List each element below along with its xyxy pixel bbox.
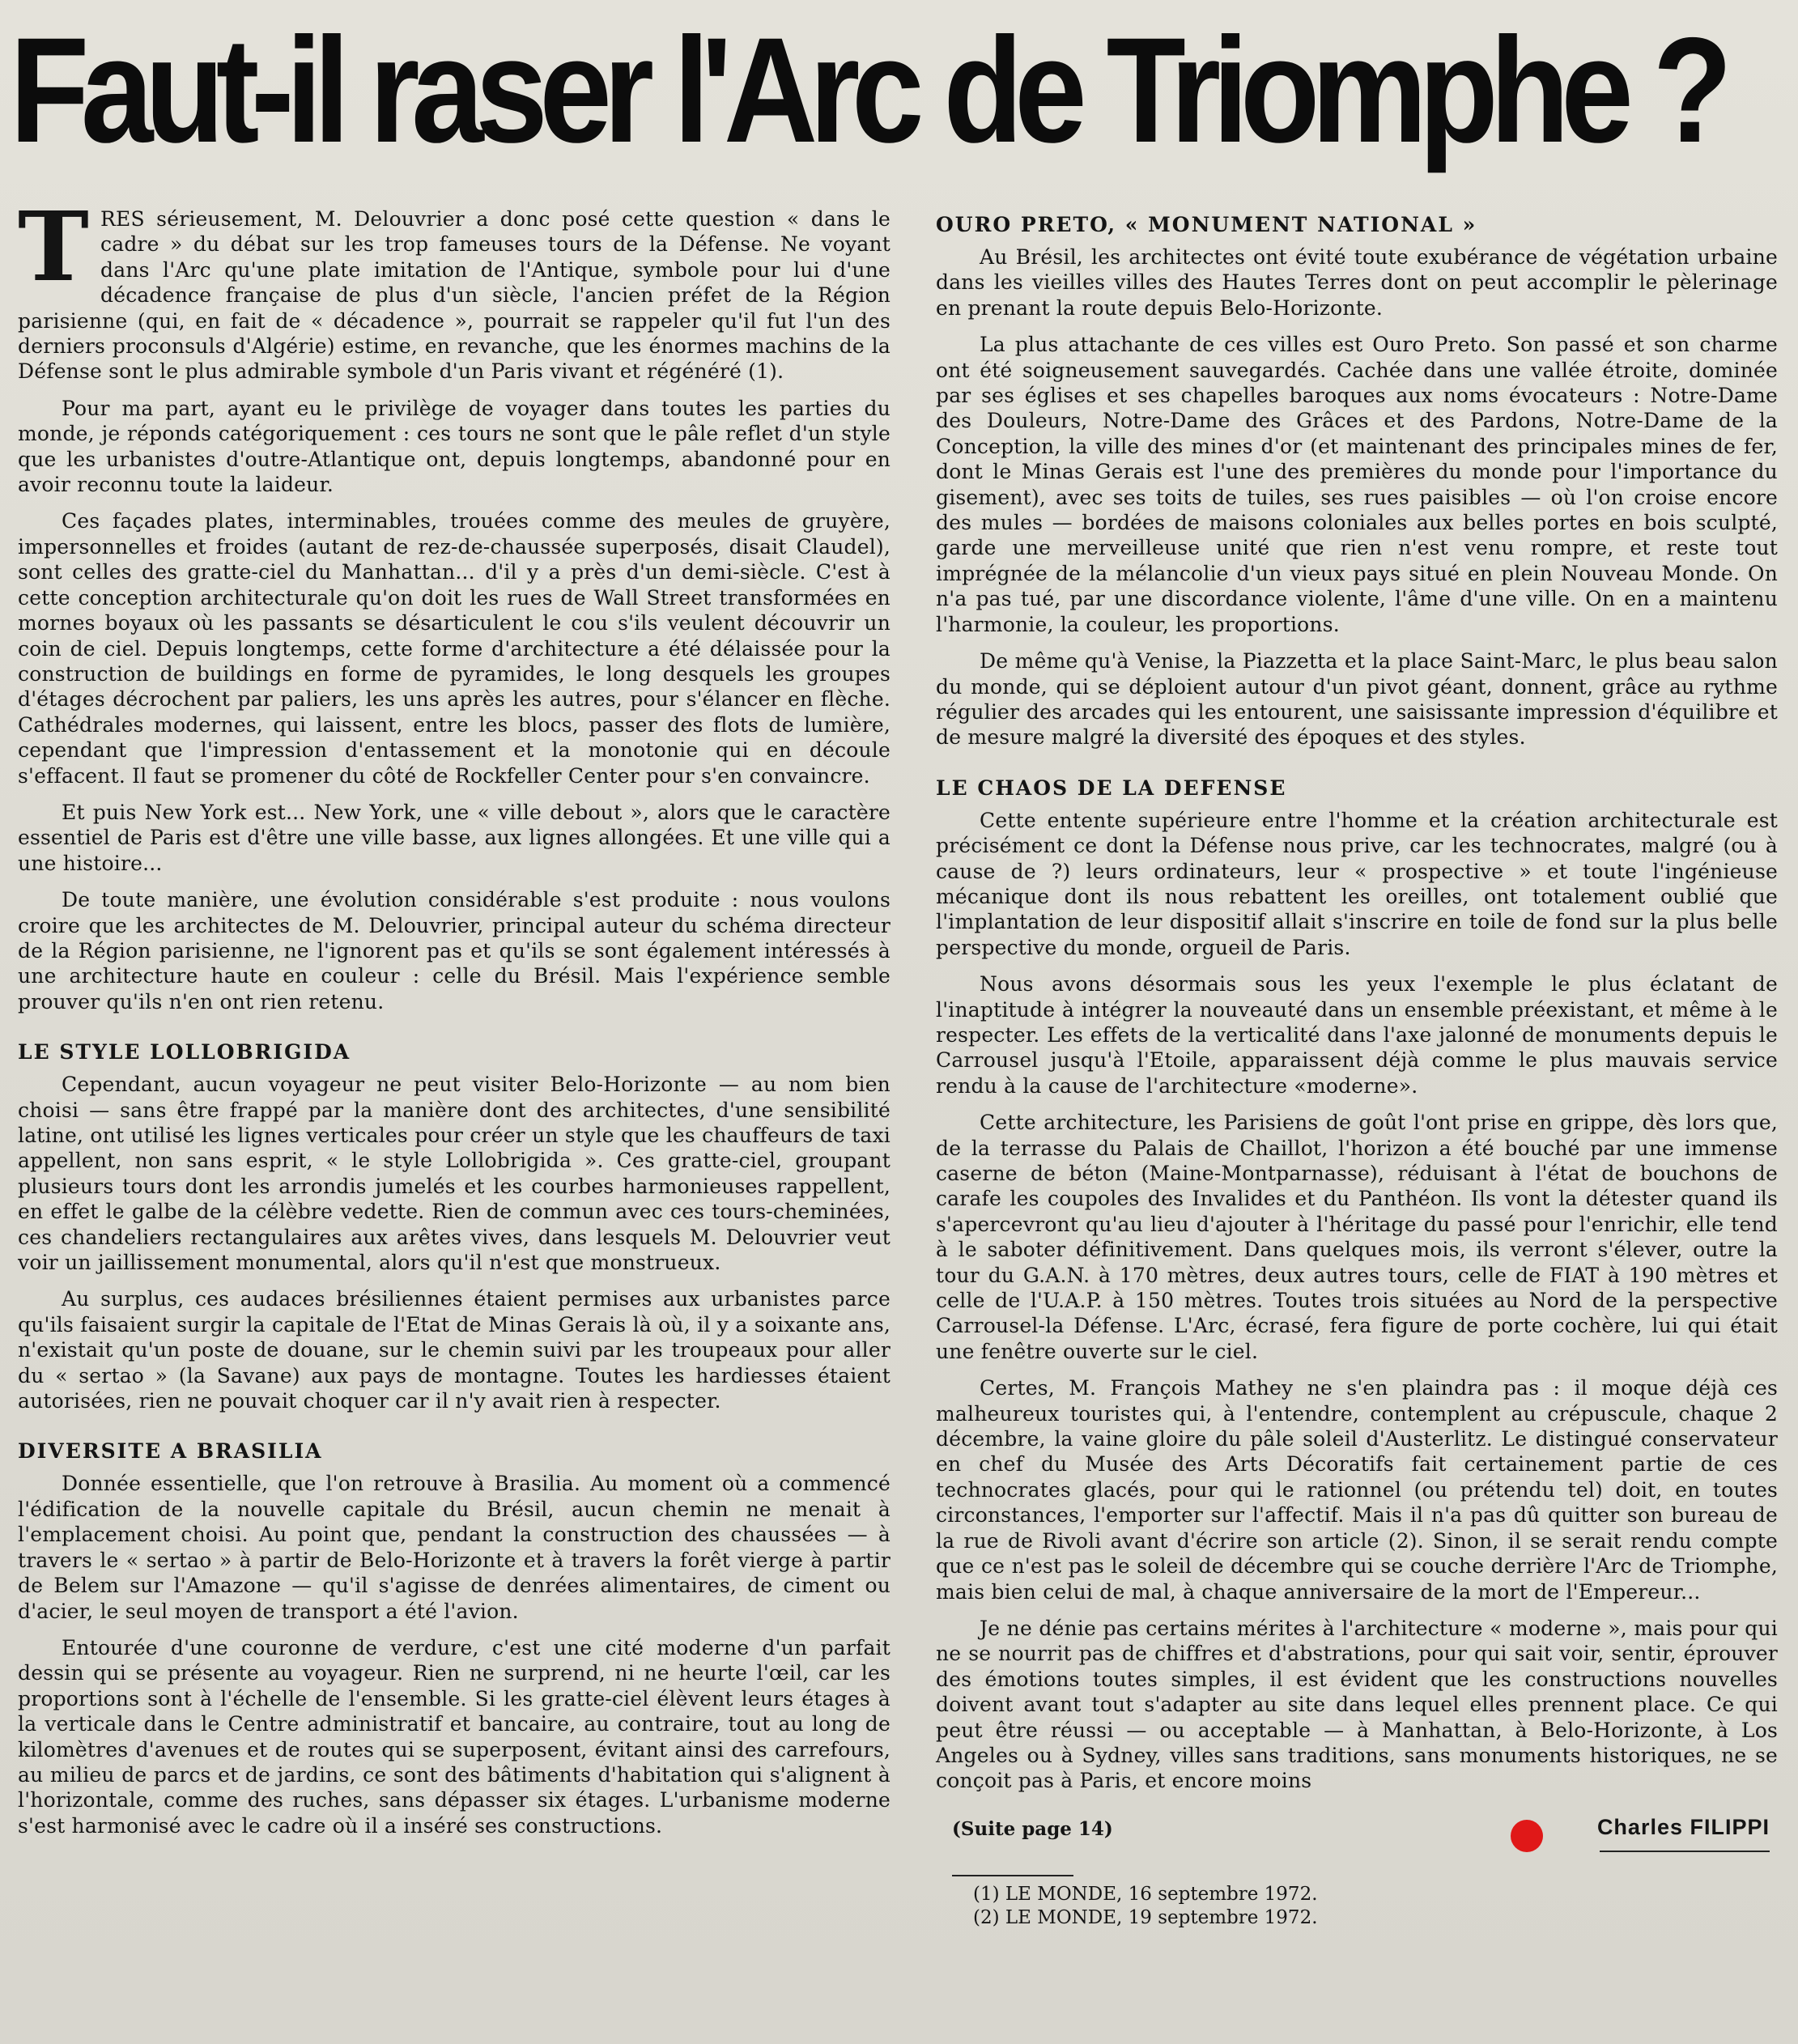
- paragraph: Cette entente supérieure entre l'homme et la création architecturale est précisément ce dont la Défense nous prive, car les technocrates, malgré (ou à cause de ?) leurs ordinateurs, leur « prospective » et toute l'ingénieuse mécanique dont ils nous rebattent les oreilles, ont totalement oublié que l'implantation de leur dispositif allait s'inscrire en toile de fond sur la plus belle perspective du monde, orgueil de Paris.: [936, 808, 1778, 959]
- paragraph: Et puis New York est... New York, une « ville debout », alors que le caractère essentiel de Paris est d'être une ville basse, aux lignes allongées. Et une ville qui a une histoire...: [18, 800, 890, 875]
- paragraph: Au surplus, ces audaces brésiliennes étaient permises aux urbanistes parce qu'ils faisaient surgir la capitale de l'Etat de Minas Gerais là où, il y a soixante ans, n'existait qu'un poste de douane, sur le chemin suivi par les troupeaux pour aller du « sertao » (la Savane) aux pays de montagne. Toutes les hardiesses étaient autorisées, rien ne pouvait choquer car il n'y avait rien à respecter.: [18, 1287, 890, 1413]
- section-heading: OURO PRETO, « MONUMENT NATIONAL »: [936, 213, 1477, 236]
- paragraph: De même qu'à Venise, la Piazzetta et la place Saint-Marc, le plus beau salon du monde, qui se déploient autour d'un pivot géant, donnent, grâce au rythme régulier des arcades qui les entourent, une saisissante impression d'équilibre et de mesure malgré la diversité des époques et des styles.: [936, 649, 1778, 750]
- signature-row: [936, 1814, 1778, 1851]
- paragraph: Au Brésil, les architectes ont évité toute exubérance de végétation urbaine dans les vieilles villes des Hautes Terres dont on peut accomplir le pèlerinage en prenant la route depuis Belo-Horizonte.: [936, 245, 1778, 320]
- intro-paragraph: [18, 190, 890, 385]
- continued-note: (Suite page 14): [952, 1817, 1113, 1840]
- left-column: [18, 190, 890, 1850]
- paragraph: Cependant, aucun voyageur ne peut visiter Belo-Horizonte — au nom bien choisi — sans être frappé par la manière dont des architectes, d'une sensibilité latine, ont utilisé les lignes verticales pour créer un style que les chauffeurs de taxi appellent, non sans esprit, « le style Lollobrigida ». Ces gratte-ciel, groupant plusieurs tours dont les arrondis jumelés et les courbes harmonieuses rappellent, en effet le galbe de la célèbre vedette. Rien de commun avec ces tours-cheminées, ces chandeliers rectangulaires aux arêtes vives, dans lesquels M. Delouvrier veut voir un jaillissement monumental, alors qu'il n'est que monstrueux.: [18, 1073, 890, 1275]
- footnote-2: (2) LE MONDE, 19 septembre 1972.: [973, 1906, 1318, 1928]
- paragraph: La plus attachante de ces villes est Ouro Preto. Son passé et son charme ont été soigneusement sauvegardés. Cachée dans une vallée étroite, dominée par ses églises et ses chapelles baroques aux noms évocateurs : Notre-Dame des Douleurs, Notre-Dame des Grâces et des Pardons, Notre-Dame de la Conception, la ville des mines d'or (et maintenant des principales mines de fer, dont le Minas Gerais est l'une des premières du monde pour l'importance du gisement), avec ses toits de tuiles, ses rues paisibles — où l'on croise encore des mules — bordées de maisons coloniales aux belles portes en bois sculpté, garde une merveilleuse unité que rien n'est venu rompre, et reste tout imprégnée de la mélancolie d'un vieux pays situé en plein Nouveau Monde. On n'a pas tué, par une discordance violente, l'âme d'une ville. On en a maintenu l'harmonie, la couleur, les proportions.: [936, 333, 1778, 636]
- author-underline: [1600, 1851, 1770, 1852]
- paragraph: Je ne dénie pas certains mérites à l'architecture « moderne », mais pour qui ne se nourrit pas de chiffres et d'abstrations, pour qui sait voir, sentir, éprouver des émotions toutes simples, il est évident que les constructions nouvelles doivent avant tout s'adapter au site dans lequel elles prennent place. Ce qui peut être réussi — ou acceptable — à Manhattan, à Belo-Horizonte, à Los Angeles ou à Sydney, villes sans traditions, sans monuments historiques, ne se conçoit pas à Paris, et encore moins: [936, 1616, 1778, 1793]
- footnote-rule: [952, 1875, 1073, 1876]
- paragraph: Entourée d'une couronne de verdure, c'est une cité moderne d'un parfait dessin qui se présente au voyageur. Rien ne surprend, ni ne heurte l'œil, car les proportions sont à l'échelle de l'ensemble. Si les gratte-ciel élèvent leurs étages à la verticale dans le Centre administratif et bancaire, au contraire, tout au long de kilomètres d'avenues et de routes qui se superposent, évitant ainsi des carrefours, au milieu de parcs et de jardins, ce sont des bâtiments d'habitation qui s'alignent à l'horizontale, comme des ruches, sans dépasser six étages. L'urbanisme moderne s'est harmonisé avec le cadre où il a inséré ses constructions.: [18, 1635, 890, 1838]
- red-dot-mark: [1511, 1820, 1543, 1852]
- paragraph: De toute manière, une évolution considérable s'est produite : nous voulons croire que les architectes de M. Delouvrier, principal auteur du schéma directeur de la Région parisienne, ne l'ignorent pas et qu'ils se sont également intéressés à une architecture haute en couleur : celle du Brésil. Mais l'expérience semble prouver qu'ils n'en ont rien retenu.: [18, 888, 890, 1014]
- headline: Faut-il raser l'Arc de Triomphe ?: [10, 7, 1724, 174]
- right-column: [936, 206, 1778, 1930]
- author-byline: Charles FILIPPI: [1596, 1814, 1770, 1839]
- paragraph: Donnée essentielle, que l'on retrouve à Brasilia. Au moment où a commencé l'édification de la nouvelle capitale du Brésil, aucun chemin ne menait à l'emplacement choisi. Au point que, pendant la construction des chaussées — à travers le « sertao » à partir de Belo-Horizonte et à travers la forêt vierge à partir de Belem sur l'Amazone — qu'il s'agisse de denrées alimentaires, de ciment ou d'acier, le seul moyen de transport a été l'avion.: [18, 1472, 890, 1623]
- section-heading: DIVERSITE A BRASILIA: [18, 1439, 323, 1464]
- paragraph: Pour ma part, ayant eu le privilège de voyager dans toutes les parties du monde, je réponds catégoriquement : ces tours ne sont que le pâle reflet d'un style que les urbanistes d'outre-Atlantique ont, depuis longtemps, abandonné pour en avoir reconnu toute la laideur.: [18, 396, 890, 497]
- paragraph: Cette architecture, les Parisiens de goût l'ont prise en grippe, dès lors que, de la terrasse du Palais de Chaillot, l'horizon a été bouché par une immense caserne de béton (Maine-Montparnasse), réduisant à l'état de bouchons de carafe les coupoles des Invalides et du Panthéon. Ils vont la détester quand ils s'apercevront qu'au lieu d'ajouter à l'héritage du passé pour l'enrichir, elle tend à le saboter définitivement. Dans quelques mois, ils verront s'élever, outre la tour du G.A.N. à 170 mètres, deux autres tours, celle de FIAT à 190 mètres et celle de l'U.A.P. à 150 mètres. Toutes trois situées au Nord de la perspective Carrousel-la Défense. L'Arc, écrasé, fera figure de porte cochère, lui qui était une fenêtre ouverte sur le ciel.: [936, 1111, 1778, 1363]
- section-heading: LE CHAOS DE LA DEFENSE: [936, 776, 1287, 800]
- drop-cap: T: [18, 190, 90, 303]
- footnote-1: (1) LE MONDE, 16 septembre 1972.: [973, 1883, 1318, 1905]
- paragraph: Nous avons désormais sous les yeux l'exemple le plus éclatant de l'inaptitude à intégrer la nouveauté dans un ensemble préexistant, et même à le respecter. Les effets de la verticalité dans l'axe jalonné de monuments depuis le Carrousel jusqu'à l'Etoile, apparaissent déjà comme le plus mauvais service rendu à la cause de l'architecture «moderne».: [936, 972, 1778, 1098]
- intro-text: RES sérieusement, M. Delouvrier a donc posé cette question « dans le cadre » du débat sur les trop fameuses tours de la Défense. Ne voyant dans l'Arc qu'une plate imitation de l'Antique, symbole pour lui d'une décadence française de plus d'un siècle, l'ancien préfet de la Région parisienne (qui, en fait de « décadence », pourrait se rappeler qu'il fut l'un des derniers proconsuls d'Algérie) estime, en revanche, que les énormes machins de la Défense sont le plus admirable symbole d'un Paris vivant et régénéré (1).: [18, 207, 890, 384]
- section-heading: LE STYLE LOLLOBRIGIDA: [18, 1040, 351, 1064]
- paragraph: Ces façades plates, interminables, trouées comme des meules de gruyère, impersonnelles et froides (autant de rez-de-chaussée superposés, disait Claudel), sont celles des gratte-ciel du Manhattan... d'il y a près d'un demi-siècle. C'est à cette conception architecturale qu'on doit les rues de Wall Street transformées en mornes boyaux où les passants se désarticulent le cou s'ils veulent découvrir un coin de ciel. Depuis longtemps, cette forme d'architecture a été délaissée pour la construction de buildings en forme de pyramides, le long desquels les groupes d'étages décrochent par paliers, les uns après les autres, pour s'élancer en flèche. Cathédrales modernes, qui laissent, entre les blocs, passer des flots de lumière, cependant que l'impression d'entassement et la monotonie qui en découle s'effacent. Il faut se promener du côté de Rockfeller Center pour s'en convaincre.: [18, 509, 890, 788]
- paragraph: Certes, M. François Mathey ne s'en plaindra pas : il moque déjà ces malheureux touristes qui, à l'entendre, contemplent au crépuscule, chaque 2 décembre, la vaine gloire du pâle soleil d'Austerlitz. Le distingué conservateur en chef du Musée des Arts Décoratifs fait certainement partie de ces technocrates glacés, pour qui le rationnel (ou prétendu tel) doit, en toutes circonstances, l'emporter sur l'affectif. Mais il n'a pas dû quitter son bureau de la rue de Rivoli avant d'écrire son article (2). Sinon, il se serait rendu compte que ce n'est pas le soleil de décembre qui se couche derrière l'Arc de Triomphe, mais bien celui de mal, à chaque anniversaire de la mort de l'Empereur...: [936, 1376, 1778, 1604]
